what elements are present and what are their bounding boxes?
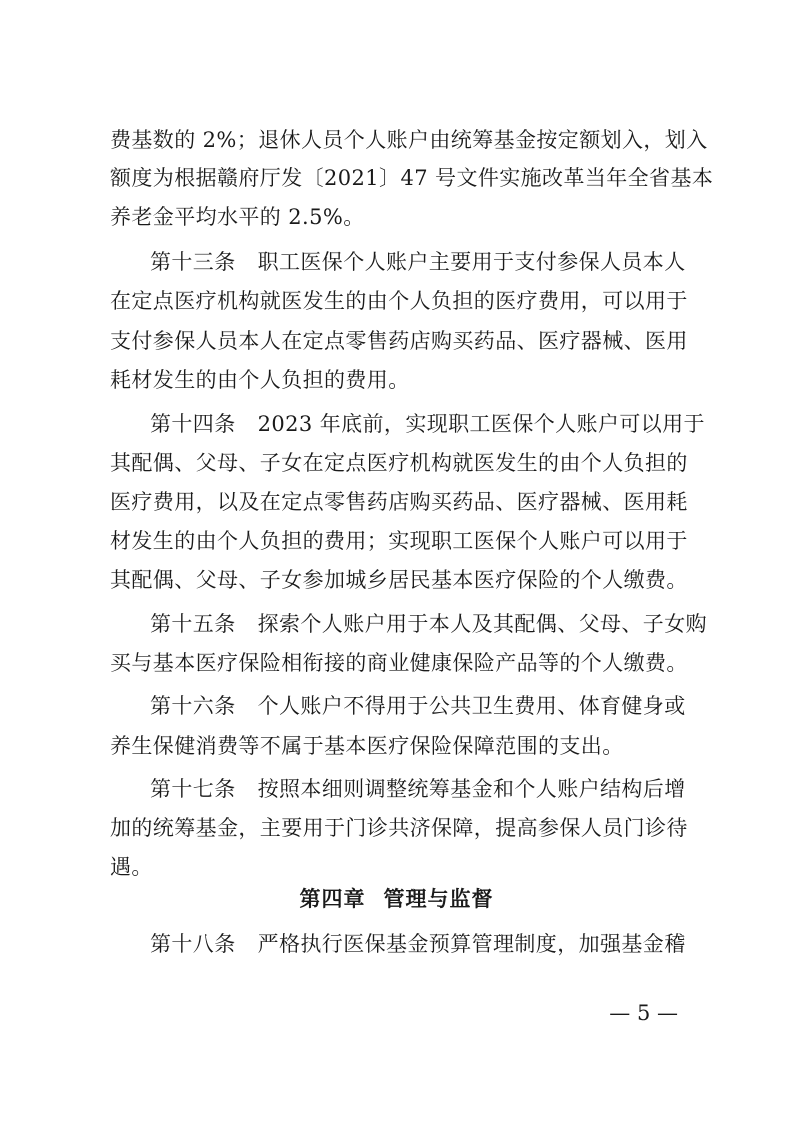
text-line: 额度为根据赣府厅发〔2021〕47 号文件实施改革当年全省基本 — [110, 166, 714, 190]
article-label: 第十七条 — [150, 777, 236, 801]
text-line: 遇。 — [110, 855, 153, 879]
article-label: 第十四条 — [150, 412, 236, 436]
chapter-title: 管理与监督 — [383, 887, 494, 911]
text-line: 材发生的由个人负担的费用；实现职工医保个人账户可以用于 — [110, 529, 688, 553]
article-18-first-line — [150, 932, 685, 956]
text-line: 职工医保个人账户主要用于支付参保人员本人 — [257, 250, 686, 274]
text-line: 严格执行医保基金预算管理制度，加强基金稽 — [257, 932, 686, 956]
text-line: 养老金平均水平的 2.5%。 — [110, 205, 365, 229]
article-14-first-line — [150, 412, 705, 436]
text-line: 加的统筹基金，主要用于门诊共济保障，提高参保人员门诊待 — [110, 816, 688, 840]
text-line: 养生保健消费等不属于基本医疗保险保障范围的支出。 — [110, 734, 624, 758]
article-label: 第十六条 — [150, 694, 236, 718]
article-15-first-line — [150, 612, 708, 636]
chapter-number: 第四章 — [299, 887, 366, 911]
article-13-first-line — [150, 250, 685, 274]
article-16-first-line — [150, 694, 685, 718]
text-line: 其配偶、父母、子女参加城乡居民基本医疗保险的个人缴费。 — [110, 568, 688, 592]
text-line: 费基数的 2%；退休人员个人账户由统筹基金按定额划入，划入 — [110, 128, 708, 152]
text-line: 其配偶、父母、子女在定点医疗机构就医发生的由个人负担的 — [110, 451, 688, 475]
article-label: 第十八条 — [150, 932, 236, 956]
text-line: 按照本细则调整统筹基金和个人账户结构后增 — [257, 777, 686, 801]
article-label: 第十五条 — [150, 612, 236, 636]
article-label: 第十三条 — [150, 250, 236, 274]
text-line: 2023 年底前，实现职工医保个人账户可以用于 — [257, 412, 705, 436]
page-number: — 5 — — [609, 1001, 678, 1025]
chapter-heading — [0, 886, 793, 912]
text-line: 探索个人账户用于本人及其配偶、父母、子女购 — [257, 612, 708, 636]
text-line: 买与基本医疗保险相衔接的商业健康保险产品等的个人缴费。 — [110, 651, 688, 675]
article-17-first-line — [150, 777, 685, 801]
text-line: 个人账户不得用于公共卫生费用、体育健身或 — [257, 694, 686, 718]
text-line: 医疗费用，以及在定点零售药店购买药品、医疗器械、医用耗 — [110, 490, 688, 514]
text-line: 耗材发生的由个人负担的费用。 — [110, 368, 410, 392]
text-line: 支付参保人员本人在定点零售药店购买药品、医疗器械、医用 — [110, 329, 688, 353]
text-line: 在定点医疗机构就医发生的由个人负担的医疗费用，可以用于 — [110, 289, 688, 313]
